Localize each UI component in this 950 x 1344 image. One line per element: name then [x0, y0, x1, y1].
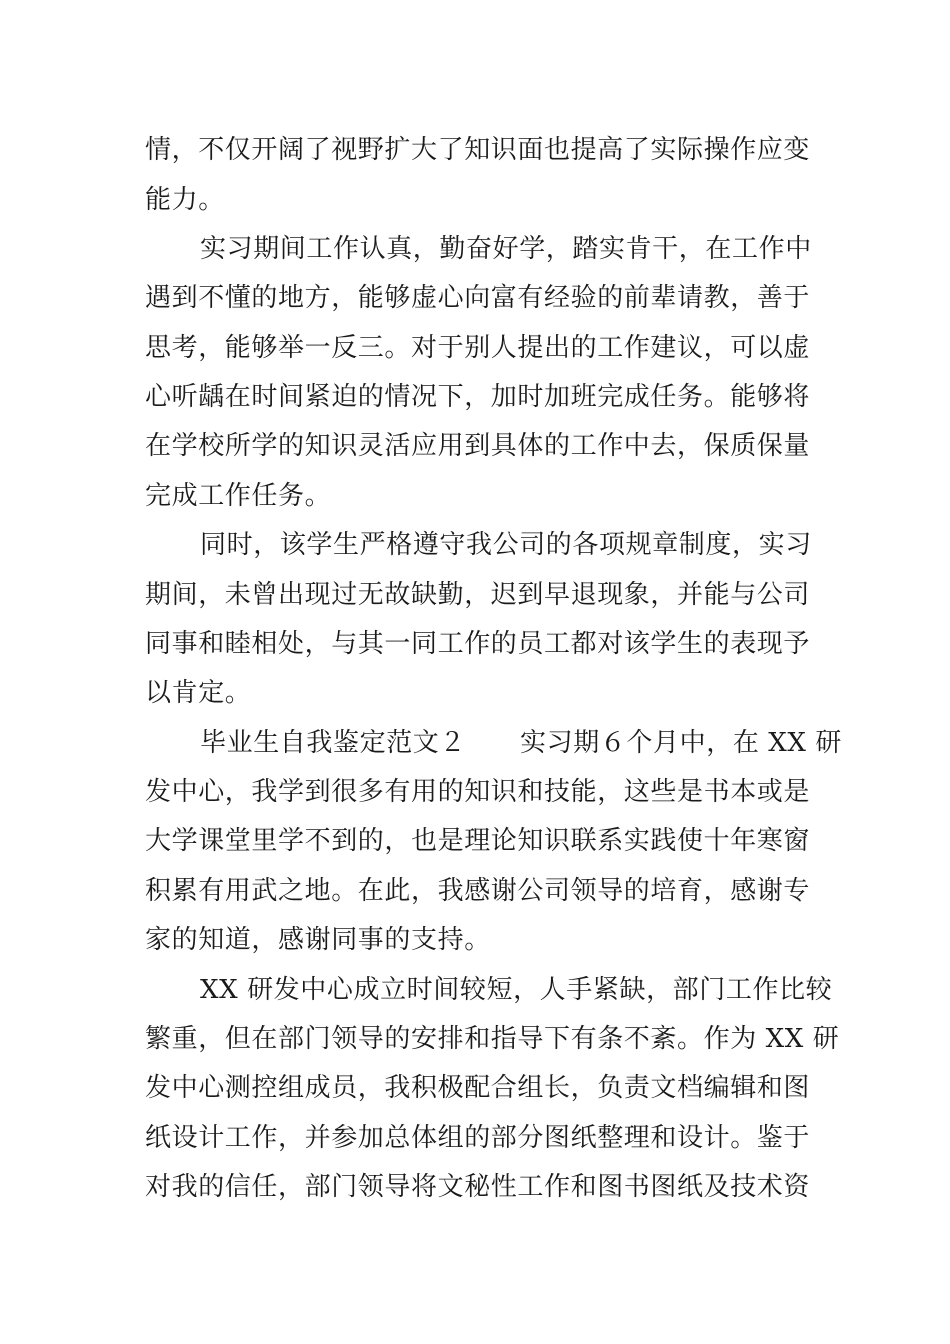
text-line: 思考，能够举一反三。对于别人提出的工作建议，可以虚: [145, 333, 811, 363]
paragraph-first-line: 实习期间工作认真，勤奋好学，踏实肯干，在工作中: [200, 234, 812, 264]
text-line: 发中心测控组成员，我积极配合组长，负责文档编辑和图: [145, 1073, 811, 1103]
text-line: 期间，未曾出现过无故缺勤，迟到早退现象，并能与公司: [145, 580, 811, 610]
section-text: 实习期６个月中，在 XX 研: [520, 728, 842, 758]
text-line: 家的知道，感谢同事的支持。: [145, 925, 491, 955]
text-line: 纸设计工作，并参加总体组的部分图纸整理和设计。鉴于: [145, 1123, 811, 1153]
text-line: 遇到不懂的地方，能够虚心向富有经验的前辈请教，善于: [145, 283, 811, 313]
paragraph-first-line: XX 研发中心成立时间较短，人手紧缺，部门工作比较: [200, 975, 833, 1005]
text-line: 同事和睦相处，与其一同工作的员工都对该学生的表现予: [145, 629, 811, 659]
text-line: 积累有用武之地。在此，我感谢公司领导的培育，感谢专: [145, 876, 811, 906]
text-line: 繁重，但在部门领导的安排和指导下有条不紊。作为 XX 研: [145, 1024, 840, 1054]
text-line: 完成工作任务。: [145, 481, 332, 511]
text-line: 情，不仅开阔了视野扩大了知识面也提高了实际操作应变: [145, 135, 811, 165]
text-line: 心听龋在时间紧迫的情况下，加时加班完成任务。能够将: [145, 382, 811, 412]
text-line: 对我的信任，部门领导将文秘性工作和图书图纸及技术资: [145, 1172, 811, 1202]
text-line: 能力。: [145, 185, 225, 215]
text-line: 大学课堂里学不到的，也是理论知识联系实践使十年寒窗: [145, 826, 811, 856]
text-line: 以肯定。: [145, 678, 252, 708]
text-line: 发中心，我学到很多有用的知识和技能，这些是书本或是: [145, 777, 811, 807]
text-line: 在学校所学的知识灵活应用到具体的工作中去，保质保量: [145, 431, 811, 461]
paragraph-first-line: 同时，该学生严格遵守我公司的各项规章制度，实习: [200, 530, 812, 560]
section-heading-line: [200, 723, 842, 763]
section-heading: 毕业生自我鉴定范文２: [200, 728, 467, 758]
